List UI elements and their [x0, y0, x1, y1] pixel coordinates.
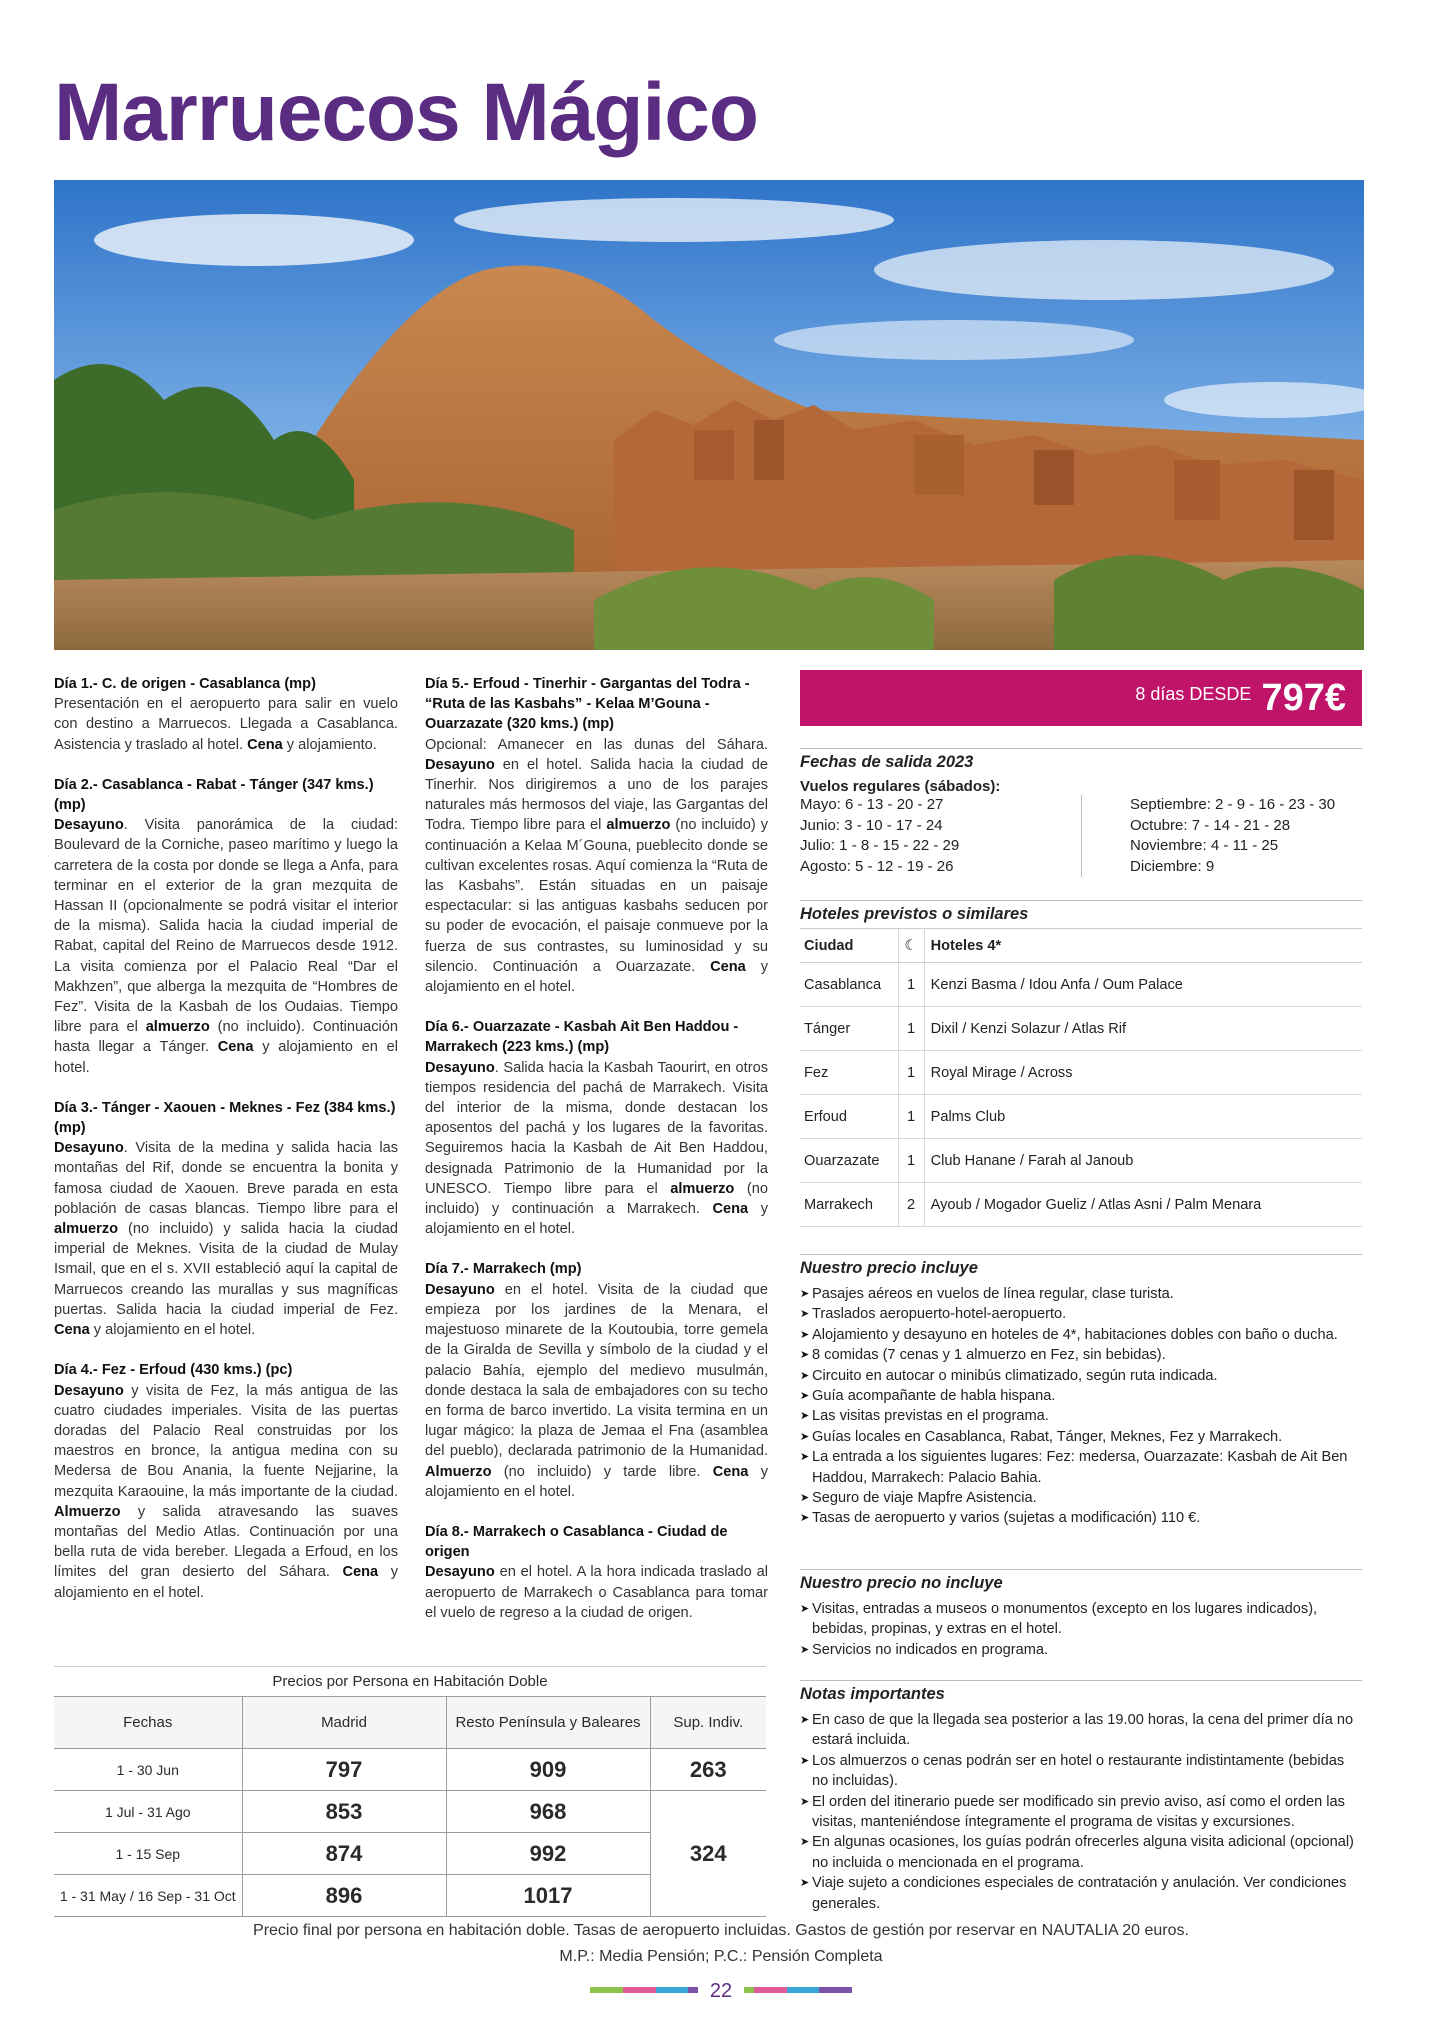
list-item: ➤ La entrada a los siguientes lugares: Fez: medersa, Ouarzazate: Kasbah de Ait Ben Haddou, Marrakech: Palacio Bahia.	[800, 1447, 1362, 1488]
date-line: Diciembre: 9	[1130, 857, 1215, 875]
includes-list	[800, 1284, 1362, 1529]
departure-dates-subtitle: Vuelos regulares (sábados):	[800, 778, 1001, 795]
itinerary-day	[425, 1522, 768, 1623]
price-madrid: 797	[242, 1749, 446, 1791]
list-item: ➤ 8 comidas (7 cenas y 1 almuerzo en Fez, sin bebidas).	[800, 1345, 1362, 1365]
price-date: 1 - 31 May / 16 Sep - 31 Oct	[54, 1875, 242, 1917]
list-item: ➤ Guía acompañante de habla hispana.	[800, 1386, 1362, 1406]
table-row	[800, 1183, 1362, 1227]
itinerary-day-text: Desayuno. Visita panorámica de la ciudad: Boulevard de la Corniche, paseo marítimo y luego la carretera de la costa por donde se llega a Anfa, para terminar en el exterior de la gran mezquita de Hassan II (opcionalmente se podrá visitar el interior de la misma). Salida hacia la ciudad imperial de Rabat, capital del Reino de Marruecos desde 1912. La visita comienza por el Palacio Real “Dar el Makhzen”, que alberga la mezquita de “Hombres de Fez”. Visita de la Kasbah de los Oudaias. Tiempo libre para el almuerzo (no incluido). Continuación hasta llegar a Tánger. Cena y alojamiento en el hotel.	[54, 817, 398, 1076]
list-item: ➤ Circuito en autocar o minibús climatizado, según ruta indicada.	[800, 1366, 1362, 1386]
list-item: ➤ Visitas, entradas a museos o monumentos (excepto en los lugares indicados), bebidas, propinas, y extras en el hotel.	[800, 1599, 1362, 1640]
table-row	[800, 1051, 1362, 1095]
page-number: 22	[698, 1978, 744, 2004]
price-sup: 324	[650, 1791, 766, 1917]
price-date: 1 - 30 Jun	[54, 1749, 242, 1791]
date-line: Mayo: 6 - 13 - 20 - 27	[800, 796, 944, 813]
price-banner-value: 797€	[1261, 677, 1346, 719]
itinerary-day	[54, 1098, 398, 1340]
table-row	[800, 1007, 1362, 1051]
price-resto: 909	[446, 1749, 650, 1791]
itinerary-column-2	[425, 674, 768, 1643]
footer-abbrev: M.P.: Media Pensión; P.C.: Pensión Completa	[559, 1948, 883, 1965]
date-line: Noviembre: 4 - 11 - 25	[1130, 837, 1279, 854]
important-notes	[800, 1680, 1362, 1914]
date-line: Octubre: 7 - 14 - 21 - 28	[1130, 816, 1291, 834]
hotel-nights: 1	[898, 1007, 924, 1051]
itinerary-column-1	[54, 674, 398, 1623]
price-resto: 1017	[446, 1875, 650, 1917]
list-item: ➤ Los almuerzos o cenas podrán ser en hotel o restaurante indistintamente (bebidas no incluidas).	[800, 1751, 1362, 1792]
excludes-list	[800, 1599, 1362, 1660]
hotel-city: Marrakech	[800, 1183, 898, 1227]
itinerary-day	[54, 1360, 398, 1602]
moon-icon: ☾	[898, 929, 924, 963]
hero-photo	[54, 180, 1364, 650]
itinerary-day	[54, 674, 398, 755]
hotel-city: Erfoud	[800, 1095, 898, 1139]
list-item: ➤ Seguro de viaje Mapfre Asistencia.	[800, 1488, 1362, 1508]
departure-dates-left	[800, 795, 1082, 877]
page-color-bar	[819, 1987, 852, 1993]
itinerary-day-title: Día 3.- Tánger - Xaouen - Meknes - Fez (384 kms.) (mp)	[54, 1099, 396, 1137]
price-date: 1 Jul - 31 Ago	[54, 1791, 242, 1833]
itinerary-day-text: Desayuno. Visita de la medina y salida hacia las montañas del Rif, donde se encuentra la bonita y famosa ciudad de Xaouen. Breve parada en esta población de casas blancas. Tiempo libre para el almuerzo (no incluido) y salida hacia la ciudad imperial de Meknes. Visita de la ciudad de Mulay Ismail, que en el s. XVII estableció aquí la capital de Marruecos creando las murallas y sus magníficas puertas. Salida hacia la ciudad imperial de Fez. Cena y alojamiento en el hotel.	[54, 1140, 398, 1339]
hotel-names: Kenzi Basma / Idou Anfa / Oum Palace	[924, 963, 1362, 1007]
table-row	[800, 1095, 1362, 1139]
itinerary-day-title: Día 6.- Ouarzazate - Kasbah Ait Ben Haddou - Marrakech (223 kms.) (mp)	[425, 1019, 739, 1056]
hotel-names: Dixil / Kenzi Solazur / Atlas Rif	[924, 1007, 1362, 1051]
price-resto: 992	[446, 1833, 650, 1875]
list-item: ➤ Traslados aeropuerto-hotel-aeropuerto.	[800, 1304, 1362, 1324]
price-banner	[800, 670, 1362, 726]
itinerary-day-text: Desayuno. Salida hacia la Kasbah Taourirt, en otros tiempos residencia del pachá de Marrakech. Visita del interior de la misma, donde destacan los aposentos del pachá y los lugares de la favoritas. Seguiremos hacia la Kasbah de Ait Ben Haddou, designada Patrimonio de la Humanidad por la UNESCO. Tiempo libre para el almuerzo (no incluido) y continuación a Marrakech. Cena y alojamiento en el hotel.	[425, 1059, 768, 1238]
list-item: ➤ El orden del itinerario puede ser modificado sin previo aviso, así como el orden las visitas, manteniéndose íntegramente el programa de visitas y excursiones.	[800, 1792, 1362, 1833]
departure-dates-title: Fechas de salida 2023	[800, 748, 1362, 772]
hotels-table	[800, 928, 1362, 1227]
hotel-nights: 1	[898, 1051, 924, 1095]
hotels-header-city: Ciudad	[800, 929, 898, 963]
list-item: ➤ Guías locales en Casablanca, Rabat, Tánger, Meknes, Fez y Marrakech.	[800, 1427, 1362, 1447]
price-header-madrid: Madrid	[242, 1697, 446, 1749]
price-table-section	[54, 1666, 766, 1917]
itinerary-day-title: Día 5.- Erfoud - Tinerhir - Gargantas del Todra - “Ruta de las Kasbahs” - Kelaa M’Gouna - Ouarzazate (320 kms.) (mp)	[425, 676, 750, 733]
itinerary-day-text: Presentación en el aeropuerto para salir en vuelo con destino a Marruecos. Llegada a Casablanca. Asistencia y traslado al hotel. Cena y alojamiento.	[54, 696, 398, 753]
hotel-city: Casablanca	[800, 963, 898, 1007]
list-item: ➤ Viaje sujeto a condiciones especiales de contratación y anulación. Ver condiciones generales.	[800, 1873, 1362, 1914]
list-item: ➤ Alojamiento y desayuno en hoteles de 4*, habitaciones dobles con baño o ducha.	[800, 1325, 1362, 1345]
table-row	[54, 1791, 766, 1833]
date-line: Julio: 1 - 8 - 15 - 22 - 29	[800, 837, 960, 854]
includes-title: Nuestro precio incluye	[800, 1254, 1362, 1278]
price-madrid: 874	[242, 1833, 446, 1875]
price-includes	[800, 1254, 1362, 1529]
price-madrid: 853	[242, 1791, 446, 1833]
hotel-nights: 1	[898, 1139, 924, 1183]
list-item: ➤ Las visitas previstas en el programa.	[800, 1406, 1362, 1426]
price-date: 1 - 15 Sep	[54, 1833, 242, 1875]
hotels-section	[800, 900, 1362, 1227]
date-line: Agosto: 5 - 12 - 19 - 26	[800, 857, 954, 875]
price-excludes	[800, 1569, 1362, 1660]
price-sup: 263	[650, 1749, 766, 1791]
page-number-bar	[590, 1978, 852, 2004]
hotels-title: Hoteles previstos o similares	[800, 900, 1362, 924]
page-title: Marruecos Mágico	[54, 67, 758, 158]
price-madrid: 896	[242, 1875, 446, 1917]
table-row	[800, 1139, 1362, 1183]
itinerary-day-title: Día 4.- Fez - Erfoud (430 kms.) (pc)	[54, 1362, 293, 1379]
date-line: Septiembre: 2 - 9 - 16 - 23 - 30	[1130, 796, 1336, 813]
notes-title: Notas importantes	[800, 1680, 1362, 1704]
page-color-bar	[656, 1987, 689, 1993]
hotel-names: Royal Mirage / Across	[924, 1051, 1362, 1095]
price-header-dates: Fechas	[54, 1697, 242, 1749]
itinerary-day-text: Opcional: Amanecer en las dunas del Sáhara. Desayuno en el hotel. Salida hacia la ciudad de Tinerhir. Nos dirigiremos a uno de los parajes naturales más hermosos del viaje, las Gargantas del Todra. Tiempo libre para el almuerzo (no incluido) y continuación a Kelaa M´Gouna, pueblecito donde se cultivan excelentes rosas. Aquí comienza la “Ruta de las Kasbahs”. Están situadas en un paisaje espectacular: si las antiguas kasbahs seducen por su poder de evocación, el paisaje conmueve por la fuerza de sus contrastes, su luminosidad y su silencio. Continuación a Ouarzazate. Cena y alojamiento en el hotel.	[425, 736, 768, 996]
page-color-bar	[590, 1987, 623, 1993]
price-banner-label: 8 días DESDE	[1135, 683, 1252, 704]
list-item: ➤ Pasajes aéreos en vuelos de línea regular, clase turista.	[800, 1284, 1362, 1304]
notes-list	[800, 1710, 1362, 1914]
hotel-names: Palms Club	[924, 1095, 1362, 1139]
price-header-sup: Sup. Indiv.	[650, 1697, 766, 1749]
itinerary-day	[425, 1259, 768, 1501]
page-color-bar	[754, 1987, 787, 1993]
price-resto: 968	[446, 1791, 650, 1833]
departure-dates	[800, 748, 1362, 877]
itinerary-day-text: Desayuno y visita de Fez, la más antigua de las cuatro ciudades imperiales. Visita de las puertas doradas del Palacio Real construidas por los maestros en bronce, la antigua medina con su Medersa de Bou Anania, la fuente Nejjarine, la mezquita Karaouine, la más importante de la ciudad. Almuerzo y salida atravesando las suaves montañas del Medio Atlas. Continuación por una bella ruta de vida bereber. Llegada a Erfoud, en los límites del gran desierto del Sáhara. Cena y alojamiento en el hotel.	[54, 1382, 398, 1601]
table-row	[54, 1749, 766, 1791]
itinerary-day-text: Desayuno en el hotel. Visita de la ciudad que empieza por los jardines de la Menara, el majestuoso minarete de la Koutoubia, torre gemela de la Giralda de Sevilla y símbolo de la ciudad y el palacio Bahía, ejemplo del medievo musulmán, donde destaca la sala de embajadores con su techo en forma de barco invertido. La visita termina en un lugar mágico: la plaza de Jemaa el Fna (asamblea del pueblo), declarada patrimonio de la Humanidad. Almuerzo (no incluido) y tarde libre. Cena y alojamiento en el hotel.	[425, 1281, 768, 1500]
hotel-city: Ouarzazate	[800, 1139, 898, 1183]
departure-dates-right	[1082, 795, 1335, 877]
itinerary-day-title: Día 1.- C. de origen - Casablanca (mp)	[54, 676, 316, 692]
list-item: ➤ En algunas ocasiones, los guías podrán ofrecerles alguna visita adicional (opcional) no incluida o mencionada en el programa.	[800, 1832, 1362, 1873]
hotel-city: Tánger	[800, 1007, 898, 1051]
hotel-nights: 2	[898, 1183, 924, 1227]
itinerary-day-title: Día 8.- Marrakech o Casablanca - Ciudad de origen	[425, 1523, 728, 1561]
excludes-title: Nuestro precio no incluye	[800, 1569, 1362, 1593]
list-item: ➤ Tasas de aeropuerto y varios (sujetas a modificación) 110 €.	[800, 1508, 1362, 1528]
price-table	[54, 1696, 766, 1917]
hotel-names: Club Hanane / Farah al Janoub	[924, 1139, 1362, 1183]
hotel-nights: 1	[898, 963, 924, 1007]
date-line: Junio: 3 - 10 - 17 - 24	[800, 816, 943, 834]
hotel-names: Ayoub / Mogador Gueliz / Atlas Asni / Palm Menara	[924, 1183, 1362, 1227]
hotel-nights: 1	[898, 1095, 924, 1139]
hotel-city: Fez	[800, 1051, 898, 1095]
itinerary-day	[425, 674, 768, 997]
footer-note: Precio final por persona en habitación doble. Tasas de aeropuerto incluidas. Gastos de gestión por reservar en NAUTALIA 20 euros.	[253, 1922, 1189, 1939]
itinerary-day-text: Desayuno en el hotel. A la hora indicada traslado al aeropuerto de Marrakech o Casablanca para tomar el vuelo de regreso a la ciudad de origen.	[425, 1564, 768, 1621]
page-color-bar	[623, 1987, 656, 1993]
list-item: ➤ Servicios no indicados en programa.	[800, 1640, 1362, 1660]
itinerary-day	[425, 1017, 768, 1239]
hotels-header-hotels: Hoteles 4*	[924, 929, 1362, 963]
itinerary-day-title: Día 7.- Marrakech (mp)	[425, 1261, 582, 1278]
itinerary-day-title: Día 2.- Casablanca - Rabat - Tánger (347 kms.) (mp)	[54, 776, 374, 814]
list-item: ➤ En caso de que la llegada sea posterior a las 19.00 horas, la cena del primer día no estará incluida.	[800, 1710, 1362, 1751]
price-header-resto: Resto Península y Baleares	[446, 1697, 650, 1749]
price-table-caption: Precios por Persona en Habitación Doble	[54, 1666, 766, 1696]
table-row	[800, 963, 1362, 1007]
page-color-bar	[787, 1987, 820, 1993]
itinerary-day	[54, 775, 398, 1078]
